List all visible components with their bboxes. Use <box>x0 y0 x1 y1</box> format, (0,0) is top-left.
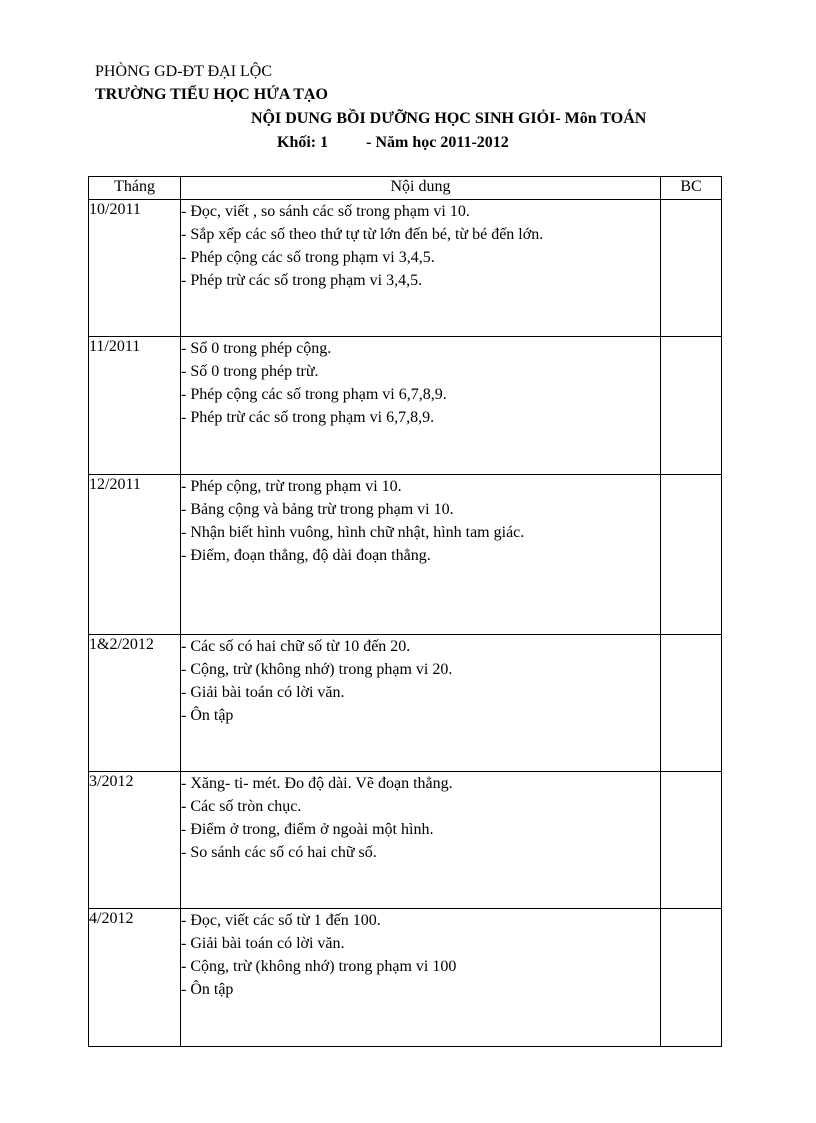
content-item: - Phép trừ các số trong phạm vi 3,4,5. <box>181 272 423 289</box>
content-item: - Nhận biết hình vuông, hình chữ nhật, hình tam giác. <box>181 524 525 541</box>
grade-label: Khối: <box>277 134 317 151</box>
content-item: - Điểm, đoạn thẳng, độ dài đoạn thẳng. <box>181 547 431 564</box>
month-cell: 11/2011 <box>89 337 181 475</box>
bc-cell <box>661 635 722 772</box>
content-cell <box>181 772 661 909</box>
content-cell <box>181 635 661 772</box>
content-item: - Đọc, viết các số từ 1 đến 100. <box>181 912 381 929</box>
bc-cell <box>661 475 722 635</box>
month-cell: 10/2011 <box>89 200 181 337</box>
school-year: - Năm học 2011-2012 <box>366 134 509 151</box>
content-item: - Phép cộng các số trong phạm vi 3,4,5. <box>181 249 435 266</box>
content-item: - Phép trừ các số trong phạm vi 6,7,8,9. <box>181 409 435 426</box>
department-name: PHÒNG GD-ĐT ĐẠI LỘC <box>95 63 273 80</box>
column-header-content: Nội dung <box>181 177 661 200</box>
content-item: - Cộng, trừ (không nhớ) trong phạm vi 100 <box>181 958 457 975</box>
grade-value: 1 <box>320 134 329 151</box>
content-item: - Bảng cộng và bảng trừ trong phạm vi 10. <box>181 501 454 518</box>
table-row <box>89 475 722 635</box>
content-cell <box>181 337 661 475</box>
content-item: - Xăng- ti- mét. Đo độ dài. Vẽ đoạn thẳng. <box>181 775 453 792</box>
content-cell <box>181 909 661 1047</box>
content-item: - Số 0 trong phép trừ. <box>181 363 319 380</box>
content-item: - Đọc, viết , so sánh các số trong phạm vi 10. <box>181 203 470 220</box>
content-item: - Phép cộng các số trong phạm vi 6,7,8,9. <box>181 386 447 403</box>
month-cell: 3/2012 <box>89 772 181 909</box>
column-header-month: Tháng <box>89 177 181 200</box>
content-item: - Các số tròn chục. <box>181 798 302 815</box>
column-header-bc: BC <box>661 177 722 200</box>
content-item: - Cộng, trừ (không nhớ) trong phạm vi 20. <box>181 661 453 678</box>
content-cell <box>181 475 661 635</box>
month-cell: 4/2012 <box>89 909 181 1047</box>
grade-line <box>277 133 509 153</box>
bc-cell <box>661 772 722 909</box>
table-header-row <box>89 177 722 200</box>
content-cell <box>181 200 661 337</box>
content-item: - So sánh các số có hai chữ số. <box>181 844 377 861</box>
curriculum-table <box>88 176 722 1047</box>
table-row <box>89 200 722 337</box>
month-cell: 1&2/2012 <box>89 635 181 772</box>
bc-cell <box>661 337 722 475</box>
school-name: TRƯỜNG TIỂU HỌC HỨA TẠO <box>95 86 328 103</box>
bc-cell <box>661 909 722 1047</box>
document-title: NỘI DUNG BỒI DƯỠNG HỌC SINH GIỎI- Môn TOÁN <box>251 110 647 127</box>
content-item: - Điểm ở trong, điểm ở ngoài một hình. <box>181 821 434 838</box>
table-row <box>89 772 722 909</box>
bc-cell <box>661 200 722 337</box>
table-row <box>89 337 722 475</box>
table-row <box>89 635 722 772</box>
content-item: - Ôn tập <box>181 707 234 724</box>
content-item: - Phép cộng, trừ trong phạm vi 10. <box>181 478 402 495</box>
month-cell: 12/2011 <box>89 475 181 635</box>
content-item: - Các số có hai chữ số từ 10 đến 20. <box>181 638 411 655</box>
content-item: - Giải bài toán có lời văn. <box>181 935 345 952</box>
content-item: - Sắp xếp các số theo thứ tự từ lớn đến bé, từ bé đến lớn. <box>181 226 544 243</box>
table-row <box>89 909 722 1047</box>
content-item: - Ôn tập <box>181 981 234 998</box>
content-item: - Số 0 trong phép cộng. <box>181 340 332 357</box>
content-item: - Giải bài toán có lời văn. <box>181 684 345 701</box>
